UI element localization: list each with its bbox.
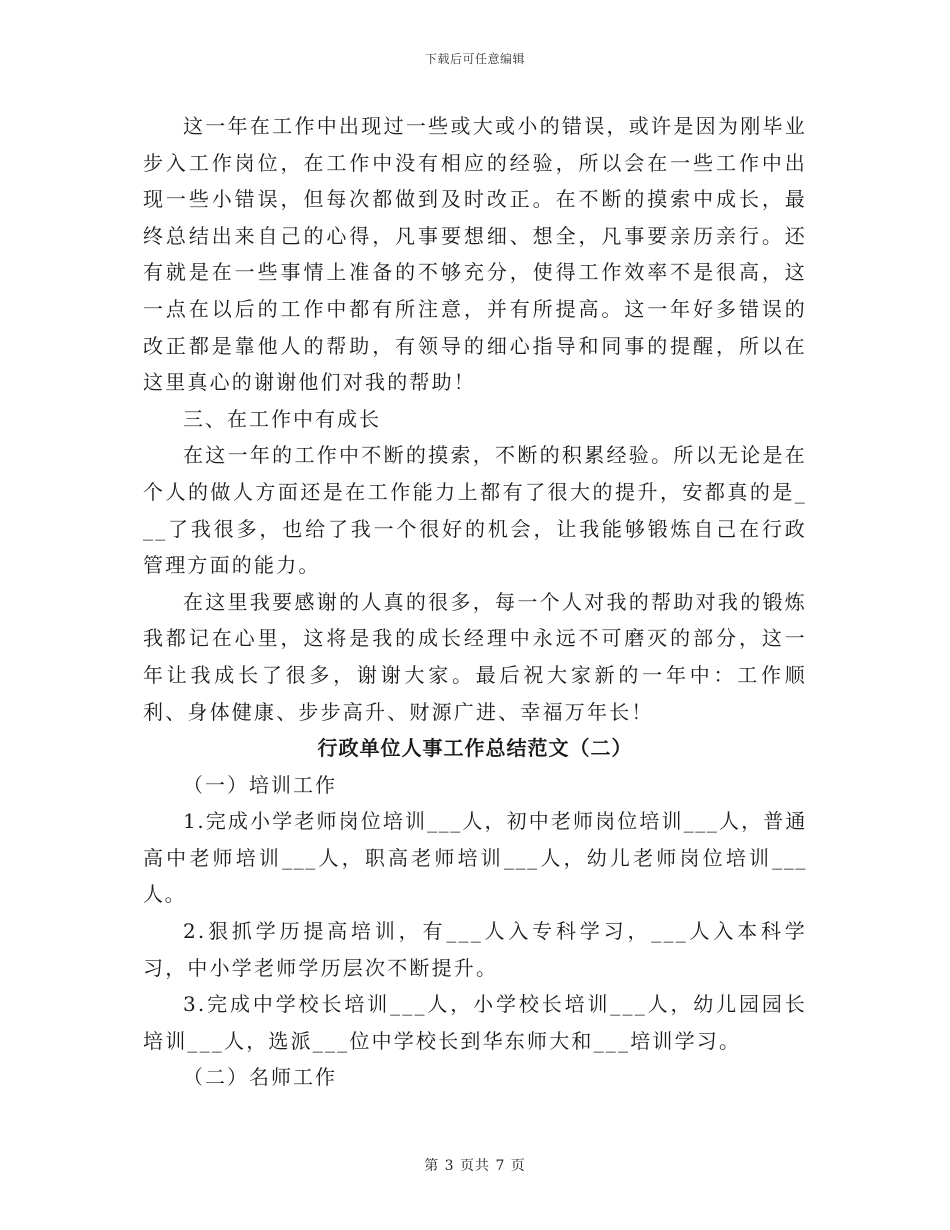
page-footer: 第 3 页共 7 页 [424, 1158, 526, 1174]
paragraph-experience: 在这一年的工作中不断的摸索，不断的积累经验。所以无论是在个人的做人方面还是在工作能力上都有了很大的提升，安都真的是___了我很多，也给了我一个很好的机会，让我能够锻炼自己在行政管理方面的能力。 [143, 443, 807, 578]
list-item-training-1: 1.完成小学老师岗位培训___人，初中老师岗位培训___人，普通高中老师培训___人，职高老师培训___人，幼儿老师岗位培训___人。 [143, 809, 807, 907]
paragraph-mistakes: 这一年在工作中出现过一些或大或小的错误，或许是因为刚毕业步入工作岗位，在工作中没有相应的经验，所以会在一些工作中出现一些小错误，但每次都做到及时改正。在不断的摸索中成长，最终总结出来自己的心得，凡事要想细、想全，凡事要亲历亲行。还有就是在一些事情上准备的不够充分，使得工作效率不是很高，这一点在以后的工作中都有所注意，并有所提高。这一年好多错误的改正都是靠他人的帮助，有领导的细心指导和同事的提醒，所以在这里真心的谢谢他们对我的帮助！ [143, 114, 807, 395]
page-header: 下载后可任意编辑 [424, 52, 525, 66]
list-item-training-3: 3.完成中学校长培训___人，小学校长培训___人，幼儿园园长培训___人，选派___位中学校长到华东师大和___培训学习。 [143, 992, 807, 1053]
section-heading-training: （一）培训工作 [183, 772, 337, 797]
paragraph-thanks: 在这里我要感谢的人真的很多，每一个人对我的帮助对我的锻炼我都记在心里，这将是我的成长经理中永远不可磨灭的部分，这一年让我成长了很多，谢谢大家。最后祝大家新的一年中：工作顺利、身体健康、步步高升、财源广进、幸福万年长！ [143, 589, 807, 724]
section-heading-famous-teachers: （二）名师工作 [183, 1065, 337, 1090]
section-heading-growth: 三、在工作中有成长 [183, 406, 381, 431]
document-body [143, 108, 807, 1096]
document-title-part-two: 行政单位人事工作总结范文（二） [317, 736, 633, 761]
list-item-training-2: 2.狠抓学历提高培训，有___人入专科学习，___人入本科学习，中小学老师学历层次不断提升。 [143, 919, 807, 980]
